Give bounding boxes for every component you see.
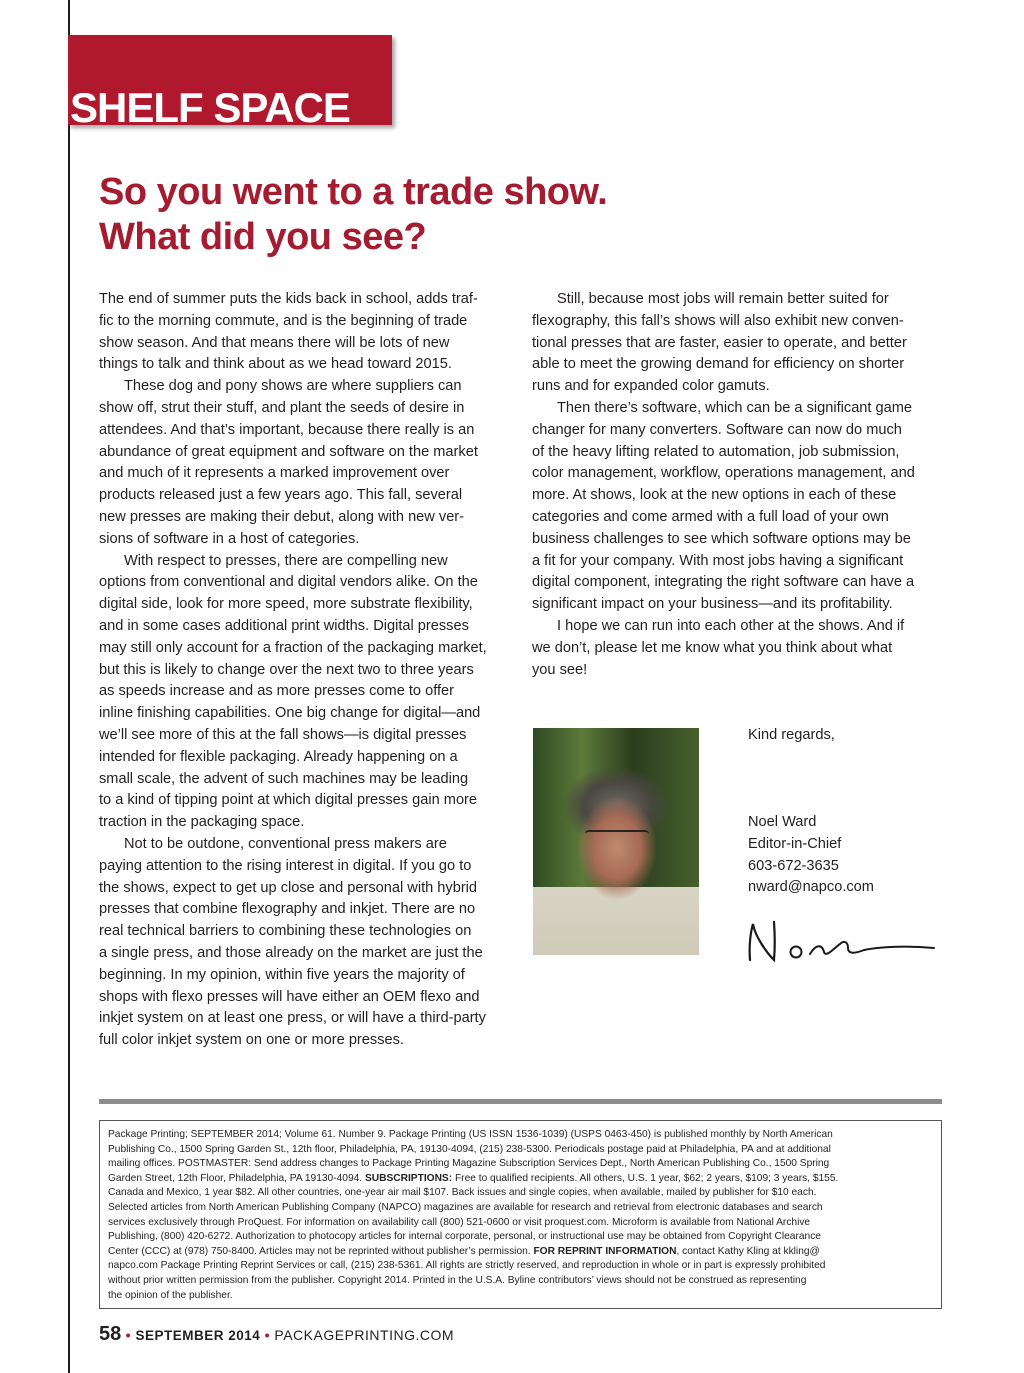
notice-line: Package Printing; SEPTEMBER 2014; Volume 61. Number 9. Package Printing (US ISSN 1536-1039) (USPS 0463-450) is published monthly by North American	[108, 1129, 833, 1140]
article-line: as speeds increase and as more presses come to offer	[99, 683, 455, 700]
article-line: flexography, this fall’s shows will also exhibit new conven-	[532, 312, 904, 329]
author-title: Editor-in-Chief	[748, 835, 842, 852]
author-photo	[533, 728, 699, 955]
article-line: and in some cases additional print widths. Digital presses	[99, 617, 469, 634]
article-line: These dog and pony shows are where suppliers can	[124, 378, 462, 395]
publication-notice	[99, 1120, 942, 1309]
article-line: changer for many converters. Software can now do much	[532, 421, 902, 438]
notice-line: without prior written permission from the publisher. Copyright 2014. Printed in the U.S.A. Byline contributors’ views should not be construed as representing	[108, 1274, 807, 1286]
article-line: a fit for your company. With most jobs having a significant	[532, 552, 904, 569]
article-line: full color inkjet system on one or more presses.	[99, 1032, 404, 1049]
article-line: able to meet the growing demand for efficiency on shorter	[532, 356, 905, 373]
article-line: inline finishing capabilities. One big change for digital—and	[99, 705, 481, 722]
article-line: show season. And that means there will be lots of new	[99, 334, 450, 351]
article-line: show off, strut their stuff, and plant the seeds of desire in	[99, 399, 465, 416]
headline-line-1: So you went to a trade show.	[99, 171, 608, 213]
notice-line: Canada and Mexico, 1 year $82. All other countries, one-year air mail $107. Back issues and single copies, when available, mailed by publisher for $10 each.	[108, 1187, 817, 1199]
folio-separator: •	[264, 1327, 271, 1343]
article-line: you see!	[532, 661, 588, 678]
article-line: presses that combine flexography and inkjet. There are no	[99, 901, 476, 918]
article-line: runs and for expanded color gamuts.	[532, 378, 770, 395]
article-line: small scale, the advent of such machines may be leading	[99, 770, 469, 787]
article-line: business challenges to see which software options may be	[532, 530, 911, 547]
article-column-right	[532, 289, 944, 681]
article-line: we’ll see more of this at the fall shows—is digital presses	[99, 726, 467, 743]
article-line: and much of it represents a marked improvement over	[99, 465, 450, 482]
section-label: SHELF SPACE	[70, 84, 350, 125]
article-line: significant impact on your business—and its profitability.	[532, 596, 893, 613]
folio-separator: •	[125, 1327, 132, 1343]
photo-detail	[585, 830, 649, 846]
article-line: to a kind of tipping point at which digital presses gain more	[99, 792, 478, 809]
article-line: shops with flexo presses will have either an OEM flexo and	[99, 988, 480, 1005]
article-line: digital component, integrating the right software can have a	[532, 574, 915, 591]
notice-line: napco.com Package Printing Reprint Services or call, (215) 238-5361. All rights are strictly reserved, and reproduction in whole or in part is expressly prohibited	[108, 1260, 826, 1272]
author-phone: 603-672-3635	[748, 857, 839, 874]
article-line: sions of software in a host of categories.	[99, 530, 360, 547]
footer-divider	[99, 1099, 942, 1104]
notice-line: mailing offices. POSTMASTER: Send address changes to Package Printing Magazine Subscription Services Dept., North American Publishing Co., 1500 Spring	[108, 1158, 830, 1170]
article-line: things to talk and think about as we head toward 2015.	[99, 356, 452, 373]
article-line: a single press, and those already on the market are just the	[99, 944, 483, 961]
headline-line-2: What did you see?	[99, 216, 427, 258]
article-line: tional presses that are faster, easier to operate, and better	[532, 334, 907, 351]
article-line: new presses are making their debut, along with new ver-	[99, 508, 465, 525]
notice-line: Publishing Co., 1500 Spring Garden St., 12th floor, Philadelphia, PA, 19130-4094, (215) 238-5300. Periodicals postage paid at Philadelphia, PA and at additional	[108, 1143, 831, 1155]
article-line: inkjet system on at least one press, or will have a third-party	[99, 1010, 486, 1027]
article-line: color management, workflow, operations management, and	[532, 465, 915, 482]
article-line: the shows, expect to get up close and personal with hybrid	[99, 879, 478, 896]
notice-text: , contact Kathy Kling at kkling@	[676, 1245, 820, 1257]
notice-text: Garden Street, 12th Floor, Philadelphia, PA 19130-4094.	[108, 1172, 363, 1184]
author-name: Noel Ward	[748, 814, 817, 830]
closing-regards: Kind regards,	[748, 727, 835, 743]
website-url: PACKAGEPRINTING.COM	[274, 1327, 455, 1343]
notice-text: Free to qualified recipients. All others, U.S. 1 year, $62; 2 years, $109; 3 years, $155.	[452, 1172, 839, 1184]
article-column-left	[99, 289, 511, 1052]
issue-date: SEPTEMBER 2014	[135, 1328, 261, 1343]
article-line: fic to the morning commute, and is the beginning of trade	[99, 312, 468, 329]
article-line: traction in the packaging space.	[99, 814, 305, 831]
author-signoff	[748, 812, 874, 899]
page-folio	[99, 1323, 454, 1346]
notice-reprint-heading: FOR REPRINT INFORMATION	[533, 1245, 677, 1257]
notice-text: Center (CCC) at (978) 750-8400. Articles may not be reprinted without publisher’s permission.	[108, 1245, 531, 1257]
article-line: more. At shows, look at the new options in each of these	[532, 487, 897, 504]
article-line: intended for flexible packaging. Already happening on a	[99, 748, 458, 765]
section-tab	[68, 35, 392, 125]
page-margin-rule	[68, 0, 70, 1373]
article-line: we don’t, please let me know what you think about what	[532, 639, 893, 656]
notice-line	[108, 1245, 933, 1260]
author-email: nward@napco.com	[748, 879, 874, 896]
article-line: products released just a few years ago. This fall, several	[99, 487, 463, 504]
article-line: abundance of great equipment and software on the market	[99, 443, 478, 460]
page-number: 58	[99, 1323, 122, 1345]
article-line: attendees. And that’s important, because there really is an	[99, 421, 475, 438]
article-line: Still, because most jobs will remain better suited for	[557, 291, 889, 307]
article-line: of the heavy lifting related to automation, job submission,	[532, 443, 900, 460]
article-headline	[99, 170, 899, 260]
article-line: Then there’s software, which can be a significant game	[557, 399, 913, 416]
article-line: Not to be outdone, conventional press makers are	[124, 835, 447, 852]
article-line: The end of summer puts the kids back in school, adds traf-	[99, 291, 478, 307]
notice-subscriptions-heading: SUBSCRIPTIONS:	[364, 1172, 453, 1184]
article-line: real technical barriers to combining these technologies on	[99, 923, 472, 940]
notice-line: Publishing, (800) 420-6272. Authorization to photocopy articles for internal corporate, personal, or instructional use may be obtained from Copyright Clearance	[108, 1231, 821, 1243]
article-line: may still only account for a fraction of the packaging market,	[99, 639, 487, 656]
notice-line	[108, 1172, 933, 1187]
article-line: beginning. In my opinion, within five years the majority of	[99, 966, 465, 983]
notice-line: Selected articles from North American Publishing Company (NAPCO) magazines are available for research and retrieval from electronic databases and search	[108, 1201, 823, 1213]
article-line: categories and come armed with a full load of your own	[532, 508, 889, 525]
handwritten-signature	[744, 914, 940, 966]
notice-line: services exclusively through ProQuest. For information on availability call (800) 521-0600 or visit proquest.com. Microform is available from National Archive	[108, 1216, 811, 1228]
article-line: paying attention to the rising interest in digital. If you go to	[99, 857, 472, 874]
article-line: but this is likely to change over the next two to three years	[99, 661, 474, 678]
article-line: options from conventional and digital vendors alike. On the	[99, 574, 478, 591]
article-line: I hope we can run into each other at the shows. And if	[557, 617, 905, 634]
notice-line: the opinion of the publisher.	[108, 1289, 233, 1301]
article-line: With respect to presses, there are compelling new	[124, 552, 448, 569]
article-line: digital side, look for more speed, more substrate flexibility,	[99, 596, 473, 613]
